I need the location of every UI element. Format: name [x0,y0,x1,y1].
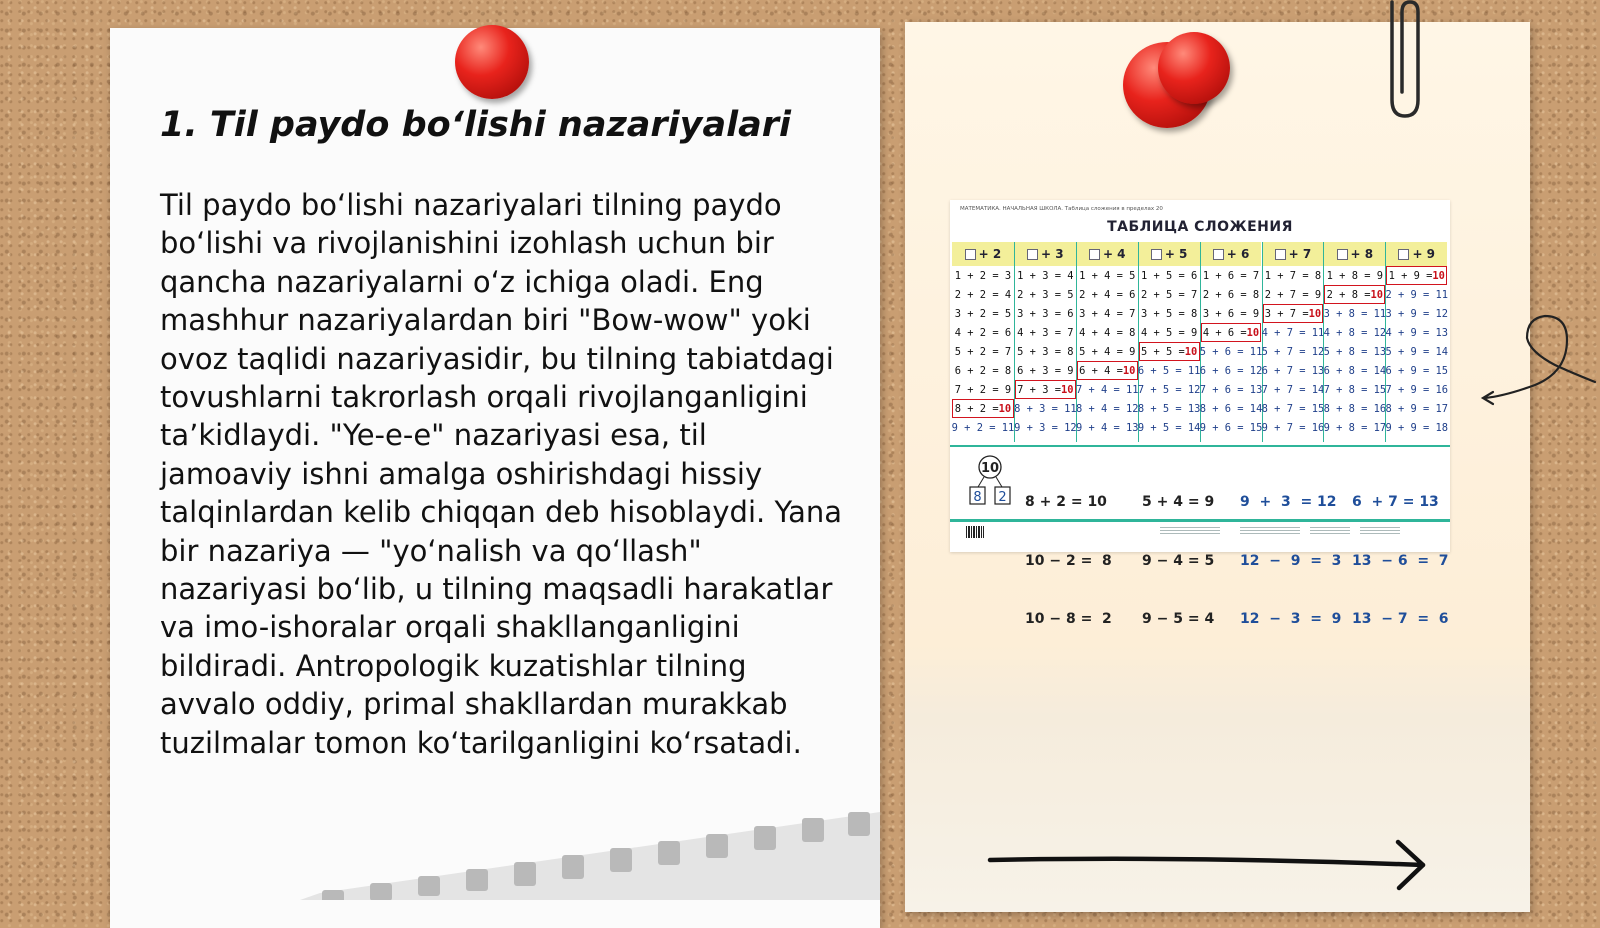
column-header-label: + 6 [1226,247,1250,261]
table-cell: 2 + 3 = 5 [1017,288,1074,301]
column-header-label: + 5 [1164,247,1188,261]
table-cell: 4 + 6 = 10 [1201,323,1262,342]
table-cell: 3 + 3 = 6 [1017,307,1074,320]
table-column [1262,242,1324,442]
table-cell: 6 + 9 = 15 [1385,364,1449,377]
column-header [1386,242,1447,266]
table-cell: 5 + 3 = 8 [1017,345,1074,358]
example-line: 10 − 2 = 8 [1025,552,1112,569]
table-cell: 9 + 2 = 11 [951,421,1015,434]
example-line: 9 + 3 = 12 [1240,494,1337,510]
table-cell: 1 + 4 = 5 [1079,269,1136,282]
sum-ten-highlight: 10 [1246,326,1260,339]
table-cell: 3 + 4 = 7 [1079,307,1136,320]
table-cell: 6 + 4 = 10 [1077,361,1138,380]
addition-table-image [950,200,1450,627]
example-group-2 [1142,454,1214,669]
table-cell: 7 + 8 = 15 [1323,383,1387,396]
publisher-logos [1160,527,1220,535]
column-header [1077,242,1138,266]
table-cell: 6 + 8 = 14 [1323,364,1387,377]
example-group-3 [1240,454,1341,669]
table-cell: 7 + 3 = 10 [1015,380,1076,399]
column-header-label: + 7 [1288,247,1312,261]
example-line: 13 − 7 = 6 [1352,611,1449,627]
image-header-text: МАТЕМАТИКА. НАЧАЛЬНАЯ ШКОЛА. Таблица сложения в пределах 20 [960,206,1163,212]
bottom-divider-line [950,519,1450,522]
column-header [952,242,1014,266]
sum-ten-highlight: 10 [1308,307,1322,320]
column-header [1263,242,1324,266]
column-header-label: + 3 [1041,247,1064,261]
example-group-1 [1025,454,1112,669]
table-cell: 4 + 8 = 12 [1323,326,1387,339]
red-pushpin-right-front [1158,32,1230,104]
table-cell: 7 + 6 = 13 [1199,383,1263,396]
table-column [1200,242,1262,442]
column-header [1324,242,1385,266]
example-line: 6 + 7 = 13 [1352,494,1439,510]
table-cell: 5 + 4 = 9 [1079,345,1136,358]
table-cell: 2 + 4 = 6 [1079,288,1136,301]
blank-box-icon [1027,249,1038,260]
column-header-label: + 4 [1102,247,1126,261]
blank-box-icon [1398,249,1409,260]
table-cell: 5 + 2 = 7 [954,345,1012,358]
table-cell: 8 + 2 = 10 [952,399,1014,418]
sum-ten-highlight: 10 [998,402,1012,415]
table-column [1014,242,1076,442]
paperclip-icon [1372,0,1422,125]
fine-print [1310,527,1350,535]
sum-ten-highlight: 10 [1184,345,1198,358]
table-cell: 2 + 9 = 11 [1385,288,1449,301]
table-cell: 4 + 3 = 7 [1017,326,1074,339]
table-cell: 9 + 8 = 17 [1323,421,1387,434]
table-cell: 1 + 3 = 4 [1017,269,1074,282]
blank-box-icon [1337,249,1348,260]
table-cell: 6 + 2 = 8 [954,364,1012,377]
example-line: 13 − 6 = 7 [1352,552,1449,569]
table-cell: 7 + 9 = 16 [1385,383,1449,396]
table-cell: 5 + 7 = 12 [1261,345,1325,358]
table-cell: 8 + 5 = 13 [1137,402,1201,415]
table-cell: 2 + 7 = 9 [1264,288,1322,301]
sum-ten-highlight: 10 [1432,269,1445,282]
divider-line [950,445,1450,447]
example-group-4 [1352,454,1449,669]
sum-ten-highlight: 10 [1122,364,1136,377]
fine-print [1360,527,1400,535]
example-line: 5 + 4 = 9 [1142,494,1215,510]
slide-body-text: Til paydo bo‘lishi nazariyalari tilning paydo bo‘lishi va rivojlanishini izohlash uchun bir qancha nazariyalarni o‘z ichiga oladi. Eng mashhur nazariyalardan biri "Bow-wow" yoki ovoz taqlidi nazariyasidir, bu tilning tabiatdagi tovushlarni takrorlash orqali rivojlanganligini ta’kidlaydi. "Ye-e-e" nazariyasi esa, til jamoaviy ishni amalga oshirishdagi hissiy talqinlardan kelib chiqqan deb hisoblaydi. Yana bir nazariya — "yo‘nalish va qo‘llash" nazariyasi bo‘lib, u tilning maqsadli harakatlar va imo-ishoralar orqali shakllanganligini bildiradi. Antropologik kuzatishlar tilning avvalo oddiy, primal shakllardan murakkab tuzilmalar tomon ko‘tarilganligini ko‘rsatadi. [160,188,843,760]
table-cell: 3 + 6 = 9 [1202,307,1260,320]
table-cell: 4 + 2 = 6 [954,326,1012,339]
table-cell: 1 + 9 = 10 [1386,266,1447,285]
sum-ten-highlight: 10 [1060,383,1074,396]
number-decomposition-figure [968,454,1018,510]
red-pushpin-left [455,25,529,99]
decomp-whole: 10 [980,461,1000,476]
blank-box-icon [1275,249,1286,260]
example-line: 8 + 2 = 10 [1025,494,1107,510]
table-cell: 8 + 8 = 16 [1323,402,1387,415]
addition-grid [952,242,1447,442]
decomp-part-b: 2 [998,490,1007,505]
table-cell: 3 + 8 = 11 [1323,307,1387,320]
table-cell: 1 + 8 = 9 [1326,269,1383,282]
table-cell: 1 + 2 = 3 [954,269,1012,282]
table-cell: 8 + 7 = 15 [1261,402,1325,415]
example-line: 9 − 5 = 4 [1142,611,1215,627]
decomp-part-a: 8 [973,490,982,505]
barcode-icon [966,526,984,538]
table-cell: 4 + 7 = 11 [1261,326,1325,339]
table-cell: 5 + 5 = 10 [1139,342,1200,361]
table-cell: 5 + 9 = 14 [1385,345,1449,358]
table-cell: 2 + 6 = 8 [1202,288,1260,301]
table-cell: 9 + 4 = 13 [1075,421,1139,434]
column-header-label: + 8 [1350,247,1374,261]
table-column [1385,242,1447,442]
table-cell: 4 + 5 = 9 [1140,326,1198,339]
table-cell: 4 + 9 = 13 [1385,326,1449,339]
blank-box-icon [1151,249,1162,260]
table-cell: 8 + 4 = 12 [1075,402,1139,415]
arrow-right-icon [985,838,1445,898]
table-cell: 6 + 3 = 9 [1017,364,1074,377]
image-title: ТАБЛИЦА СЛОЖЕНИЯ [1107,219,1293,235]
table-cell: 3 + 9 = 12 [1385,307,1449,320]
table-cell: 7 + 4 = 11 [1075,383,1139,396]
table-cell: 2 + 2 = 4 [954,288,1012,301]
column-header [1201,242,1262,266]
table-cell: 1 + 5 = 6 [1140,269,1198,282]
table-cell: 5 + 6 = 11 [1199,345,1263,358]
table-cell: 6 + 6 = 12 [1199,364,1263,377]
table-column [1076,242,1138,442]
table-cell: 1 + 6 = 7 [1202,269,1260,282]
table-cell: 8 + 9 = 17 [1385,402,1449,415]
table-cell: 3 + 2 = 5 [954,307,1012,320]
table-cell: 9 + 3 = 12 [1014,421,1077,434]
slide-title: 1. Til paydo bo‘lishi nazariyalari [160,105,791,145]
table-cell: 7 + 7 = 14 [1261,383,1325,396]
sum-ten-highlight: 10 [1370,288,1383,301]
table-column [1138,242,1200,442]
table-cell: 9 + 6 = 15 [1199,421,1263,434]
table-column [952,242,1014,442]
blank-box-icon [1089,249,1100,260]
table-cell: 2 + 5 = 7 [1140,288,1198,301]
table-cell: 8 + 3 = 11 [1014,402,1077,415]
table-column [1323,242,1385,442]
table-cell: 6 + 5 = 11 [1137,364,1201,377]
table-cell: 7 + 2 = 9 [954,383,1012,396]
table-cell: 6 + 7 = 13 [1261,364,1325,377]
fine-print [1240,527,1300,535]
column-header-label: + 9 [1412,247,1436,261]
table-cell: 7 + 5 = 12 [1137,383,1201,396]
table-cell: 2 + 8 = 10 [1324,285,1385,304]
table-cell: 3 + 5 = 8 [1140,307,1198,320]
example-line: 12 − 3 = 9 [1240,611,1342,627]
table-cell: 4 + 4 = 8 [1079,326,1136,339]
example-line: 12 − 9 = 3 [1240,552,1342,569]
blank-box-icon [1213,249,1224,260]
table-cell: 9 + 9 = 18 [1385,421,1449,434]
blank-box-icon [965,249,976,260]
example-line: 10 − 8 = 2 [1025,611,1112,627]
example-line: 9 − 4 = 5 [1142,552,1215,569]
column-header-label: + 2 [978,247,1002,261]
table-cell: 8 + 6 = 14 [1199,402,1263,415]
table-cell: 5 + 8 = 13 [1323,345,1387,358]
table-cell: 3 + 7 = 10 [1263,304,1324,323]
table-cell: 9 + 7 = 16 [1261,421,1325,434]
column-header [1015,242,1076,266]
table-cell: 9 + 5 = 14 [1137,421,1201,434]
table-cell: 1 + 7 = 8 [1264,269,1322,282]
column-header [1139,242,1200,266]
string-doodle [1475,310,1600,410]
